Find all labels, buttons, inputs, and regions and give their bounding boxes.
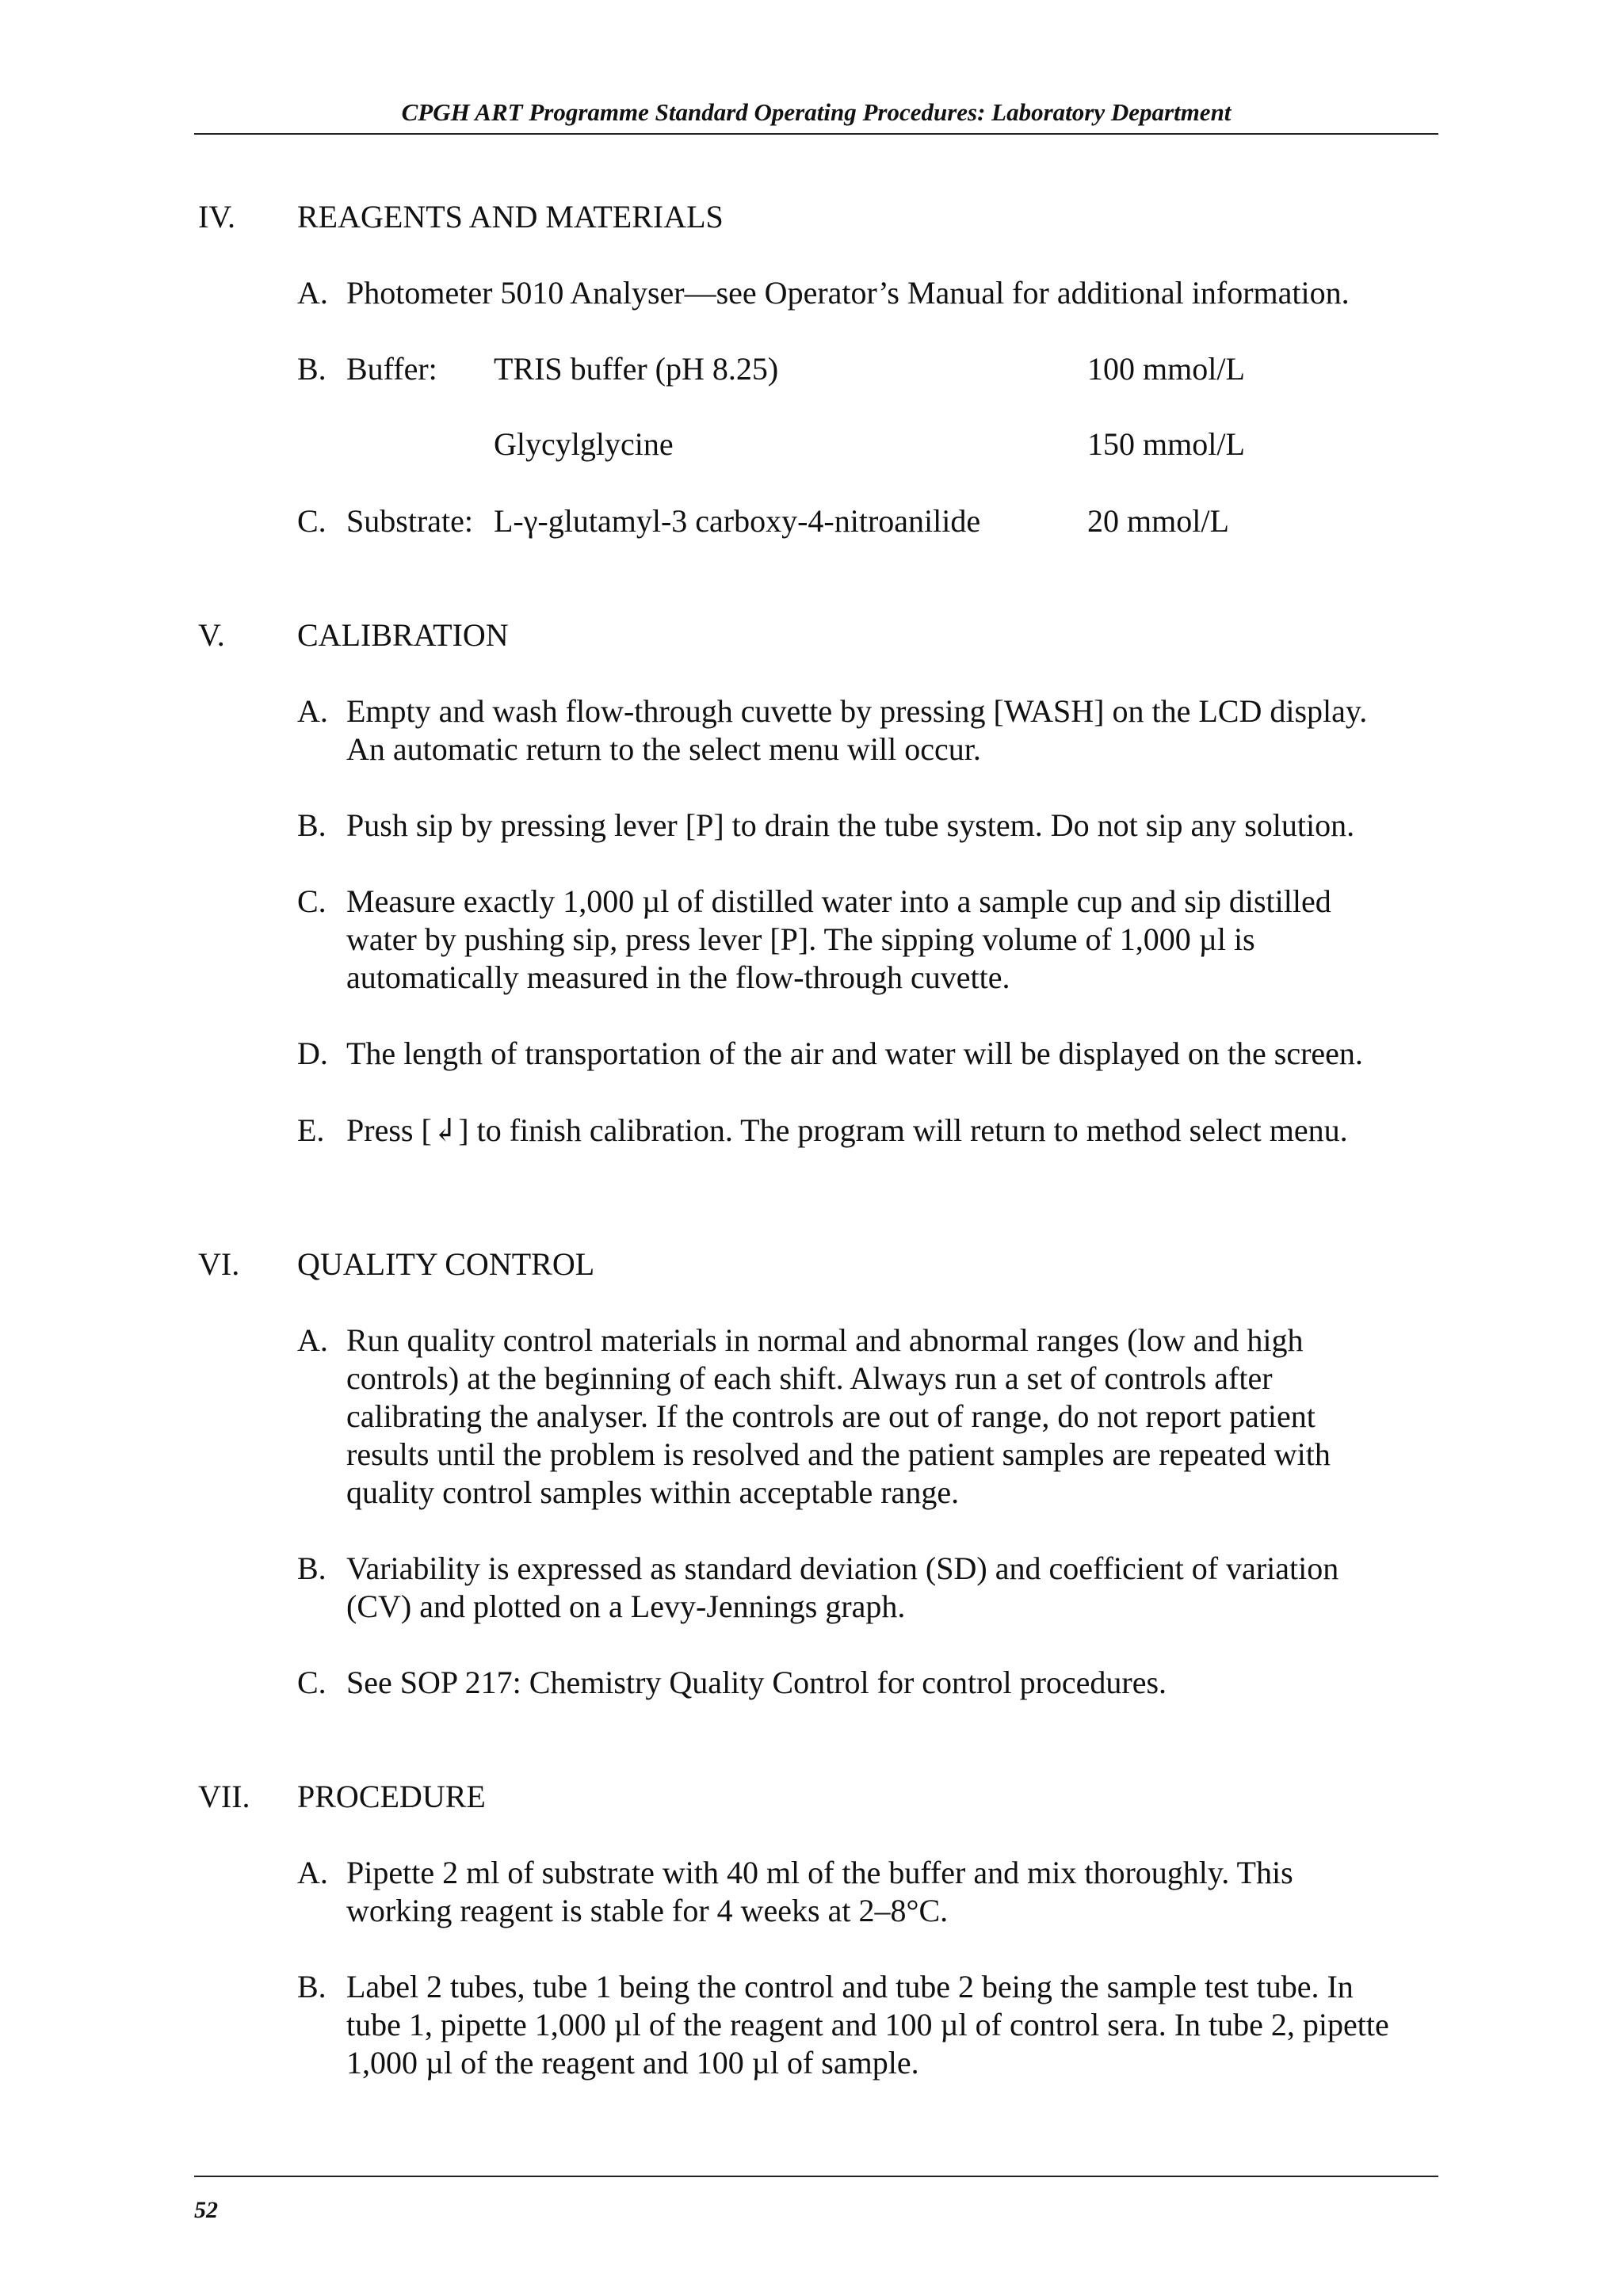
reagent-label: Substrate:: [346, 503, 473, 539]
item-letter: C.: [297, 503, 327, 539]
reagent-name: Glycylglycine: [494, 426, 674, 462]
section-number: IV.: [198, 199, 236, 235]
item-letter: C.: [297, 883, 327, 919]
item-letter: C.: [297, 1665, 327, 1700]
item-letter: A.: [297, 1855, 328, 1890]
reagent-label: Buffer:: [346, 351, 437, 387]
reagent-name: TRIS buffer (pH 8.25): [494, 351, 779, 387]
item-line: Variability is expressed as standard deviation (SD) and coefficient of variation: [346, 1550, 1339, 1586]
item-text: Photometer 5010 Analyser—see Operator’s Manual for additional information.: [346, 275, 1350, 311]
item-letter: A.: [297, 1322, 328, 1358]
item-line: results until the problem is resolved and the patient samples are repeated with: [346, 1436, 1331, 1472]
item-line: See SOP 217: Chemistry Quality Control for control procedures.: [346, 1665, 1167, 1700]
section-number: VI.: [198, 1246, 240, 1282]
item-line: automatically measured in the flow-through cuvette.: [346, 959, 1010, 995]
section-title: CALIBRATION: [297, 617, 509, 653]
reagent-concentration: 20 mmol/L: [1087, 503, 1229, 539]
item-line: The length of transportation of the air and water will be displayed on the screen.: [346, 1035, 1363, 1071]
item-letter: B.: [297, 807, 327, 843]
item-line: tube 1, pipette 1,000 µl of the reagent and 100 µl of control sera. In tube 2, pipette: [346, 2007, 1389, 2042]
section-title: REAGENTS AND MATERIALS: [297, 199, 724, 235]
reagent-concentration: 100 mmol/L: [1087, 351, 1245, 387]
item-letter: E.: [297, 1112, 325, 1148]
item-line: Pipette 2 ml of substrate with 40 ml of the buffer and mix thoroughly. This: [346, 1855, 1293, 1890]
reagent-name: L-γ-glutamyl-3 carboxy-4-nitroanilide: [494, 503, 981, 539]
item-line: An automatic return to the select menu will occur.: [346, 731, 981, 767]
item-letter: B.: [297, 1550, 327, 1586]
section-number: V.: [198, 617, 225, 653]
item-line: Press [↲] to finish calibration. The program will return to method select menu.: [346, 1112, 1348, 1148]
item-line: (CV) and plotted on a Levy-Jennings graph.: [346, 1589, 906, 1624]
item-letter: D.: [297, 1035, 328, 1071]
section-title: PROCEDURE: [297, 1779, 486, 1814]
item-line: calibrating the analyser. If the controls are out of range, do not report patient: [346, 1398, 1316, 1434]
reagent-concentration: 150 mmol/L: [1087, 426, 1245, 462]
item-letter: B.: [297, 1969, 327, 2004]
footer-rule: [194, 2176, 1438, 2177]
running-header: CPGH ART Programme Standard Operating Procedures: Laboratory Department: [401, 98, 1232, 126]
item-line: water by pushing sip, press lever [P]. The sipping volume of 1,000 µl is: [346, 921, 1255, 957]
item-line: Push sip by pressing lever [P] to drain the tube system. Do not sip any solution.: [346, 807, 1355, 843]
section-title: QUALITY CONTROL: [297, 1246, 595, 1282]
page-number: 52: [194, 2197, 218, 2223]
section-number: VII.: [198, 1779, 250, 1814]
item-line: Run quality control materials in normal and abnormal ranges (low and high: [346, 1322, 1304, 1358]
item-letter: B.: [297, 351, 327, 387]
item-line: 1,000 µl of the reagent and 100 µl of sample.: [346, 2045, 919, 2081]
item-letter: A.: [297, 693, 328, 729]
item-line: quality control samples within acceptable range.: [346, 1474, 960, 1510]
item-line: Label 2 tubes, tube 1 being the control and tube 2 being the sample test tube. In: [346, 1969, 1354, 2004]
item-line: Measure exactly 1,000 µl of distilled water into a sample cup and sip distilled: [346, 883, 1331, 919]
item-line: working reagent is stable for 4 weeks at 2–8°C.: [346, 1893, 949, 1928]
item-line: Empty and wash flow-through cuvette by pressing [WASH] on the LCD display.: [346, 693, 1368, 729]
item-line: controls) at the beginning of each shift. Always run a set of controls after: [346, 1360, 1273, 1396]
item-letter: A.: [297, 275, 328, 311]
header-rule: [194, 133, 1438, 135]
